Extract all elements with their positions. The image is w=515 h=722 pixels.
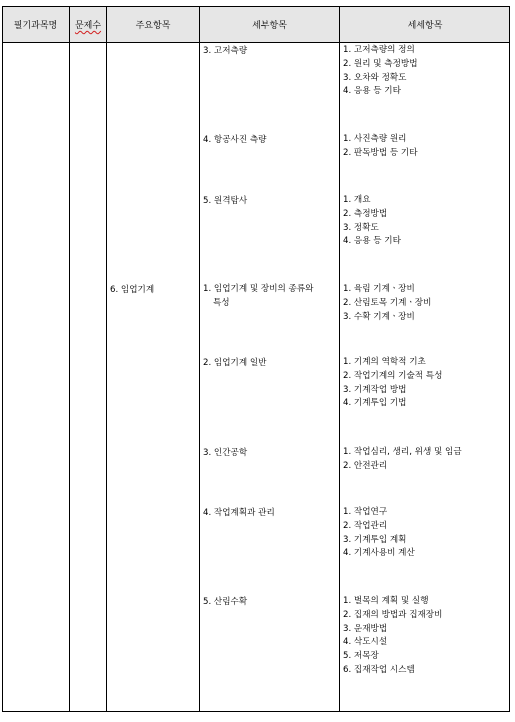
sub-detail-item: 1. 기계의 역학적 기초 [343,357,426,367]
column-divider [339,6,340,712]
detail-item-label: 3. 인간공학 [203,448,248,458]
sub-detail-item: 3. 수확 기계ㆍ장비 [343,311,415,322]
column-divider [106,6,107,712]
sub-detail-item: 4. 응용 등 기타 [343,236,401,247]
sub-detail-list [343,133,418,161]
sub-detail-list [343,44,418,99]
sub-detail-item: 5. 저목장 [343,651,379,662]
sub-detail-item: 1. 사진측량 원리 [343,134,407,144]
sub-detail-list [343,506,415,561]
sub-detail-item: 4. 삭도시설 [343,637,388,648]
column-divider [69,6,70,712]
detail-item-label [203,283,313,311]
detail-item-label: 5. 원격탐사 [203,196,248,206]
sub-detail-item: 1. 고저측량의 정의 [343,45,415,55]
sub-detail-item: 1. 개요 [343,195,371,205]
detail-item-line: 특성 [213,297,230,308]
detail-item-label: 2. 임업기계 일반 [203,358,267,368]
sub-detail-item: 1. 작업연구 [343,507,388,517]
detail-item-label: 4. 항공사진 측량 [203,135,267,145]
header-sub-detail-item: 세세항목 [407,21,443,31]
sub-detail-item: 3. 정확도 [343,222,379,233]
header-question-count: 문제수 [74,21,102,31]
sub-detail-item: 3. 운재방법 [343,623,388,634]
sub-detail-list [343,283,431,324]
detail-item-label: 5. 산림수확 [203,597,248,607]
sub-detail-item: 3. 오차와 정확도 [343,72,407,83]
sub-detail-item: 2. 원리 및 측정방법 [343,58,418,69]
detail-item-label: 3. 고저측량 [203,46,248,56]
sub-detail-item: 1. 육림 기계ㆍ장비 [343,284,415,294]
sub-detail-item: 2. 산림토목 기계ㆍ장비 [343,297,432,308]
detail-item-line: 1. 임업기계 및 장비의 종류와 [203,284,314,294]
header-main-item: 주요항목 [135,21,171,31]
sub-detail-item: 2. 작업관리 [343,520,388,531]
sub-detail-item: 6. 집재작업 시스템 [343,664,415,675]
sub-detail-item: 2. 측정방법 [343,208,388,219]
sub-detail-item: 1. 벌목의 계획 및 실행 [343,596,429,606]
sub-detail-item: 2. 판독방법 등 기타 [343,147,418,158]
sub-detail-item: 3. 기계투입 계획 [343,534,407,545]
sub-detail-item: 2. 작업기계의 기술적 특성 [343,370,443,381]
header-detail-item: 세부항목 [252,21,287,31]
sub-detail-item: 2. 안전관리 [343,460,388,471]
sub-detail-list [343,595,442,678]
header-subject-name: 필기과목명 [13,21,58,31]
main-item-label: 6. 임업기계 [110,285,155,295]
sub-detail-list [343,194,401,249]
sub-detail-item: 4. 응용 등 기타 [343,86,401,97]
sub-detail-item: 3. 기계작업 방법 [343,384,407,395]
sub-detail-list [343,446,462,474]
sub-detail-item: 1. 작업심리, 생리, 위생 및 임금 [343,447,462,457]
detail-item-label: 4. 작업계획과 관리 [203,508,275,518]
column-divider [199,6,200,712]
sub-detail-item: 4. 기계사용비 계산 [343,548,415,559]
sub-detail-item: 4. 기계투입 기법 [343,398,407,409]
sub-detail-item: 2. 집재의 방법과 집재장비 [343,609,443,620]
sub-detail-list [343,356,442,411]
